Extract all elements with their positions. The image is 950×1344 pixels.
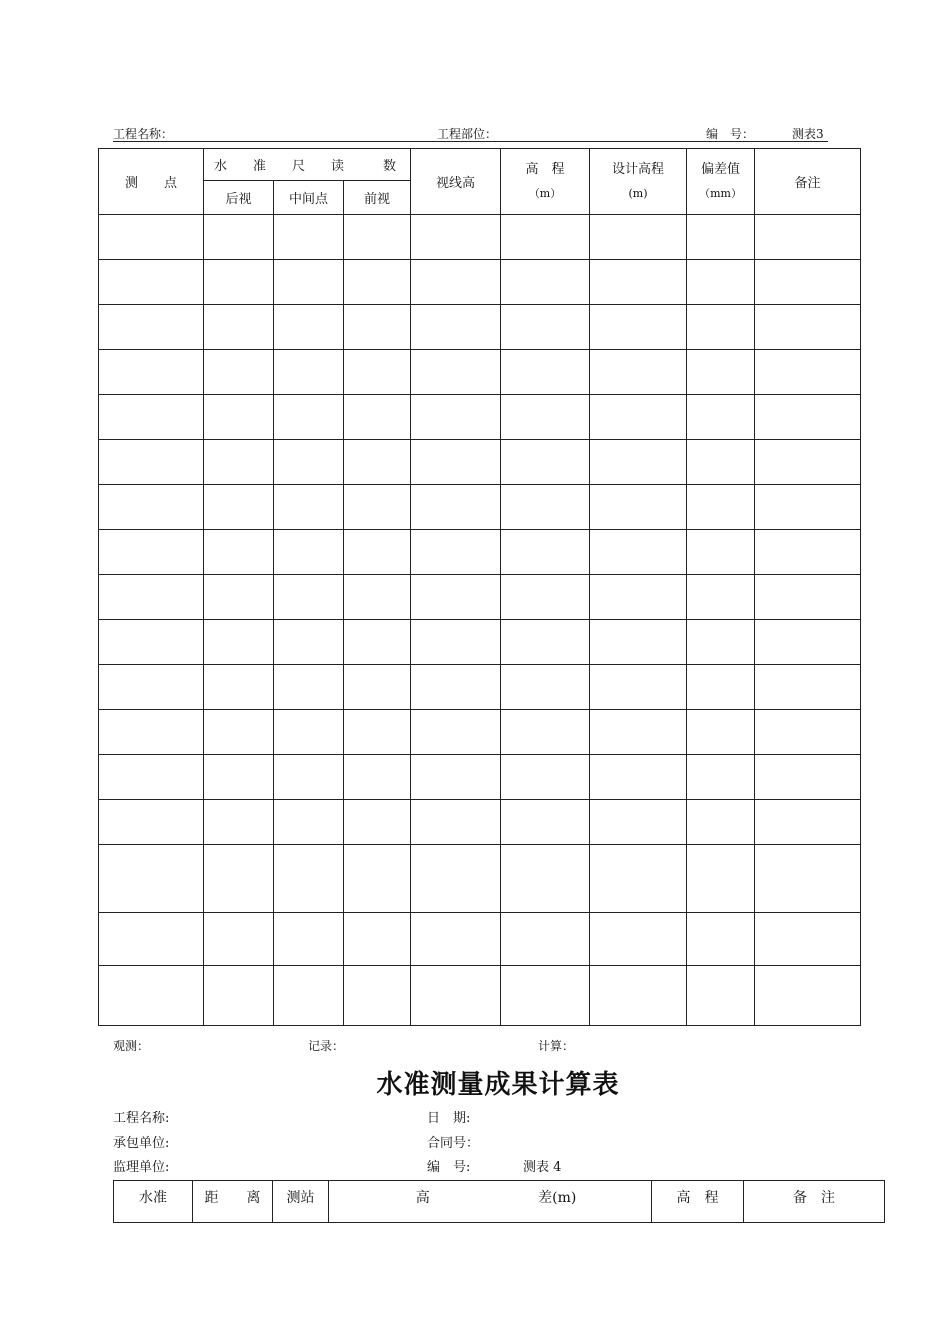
table-cell[interactable]: [501, 800, 590, 845]
table-cell[interactable]: [501, 350, 590, 395]
header-deviation-unit: （mm）: [699, 186, 742, 200]
table-cell[interactable]: [687, 575, 755, 620]
table-cell[interactable]: [274, 395, 344, 440]
table-cell[interactable]: [687, 530, 755, 575]
table-cell[interactable]: [99, 665, 204, 710]
table-cell[interactable]: [590, 966, 687, 1026]
table-row: [99, 665, 861, 710]
leveling-record-table: [98, 148, 861, 1026]
table-cell[interactable]: [204, 800, 274, 845]
header-intermediate: 中间点: [274, 181, 344, 215]
table-cell[interactable]: [99, 845, 204, 913]
table-cell[interactable]: [755, 800, 861, 845]
header-elevation-text: 高 程: [525, 161, 565, 177]
table-cell[interactable]: [274, 620, 344, 665]
table-cell[interactable]: [411, 305, 501, 350]
table-cell[interactable]: [411, 215, 501, 260]
table-cell[interactable]: [99, 440, 204, 485]
table-cell[interactable]: [274, 215, 344, 260]
table-cell[interactable]: [411, 260, 501, 305]
table-cell[interactable]: [274, 913, 344, 966]
table-cell[interactable]: [687, 350, 755, 395]
table-cell[interactable]: [590, 395, 687, 440]
table-cell[interactable]: [590, 845, 687, 913]
form4-code-label: 编 号:: [427, 1160, 471, 1175]
header-height-diff-a: 高: [415, 1190, 430, 1206]
table-cell[interactable]: [99, 800, 204, 845]
table-cell[interactable]: [204, 215, 274, 260]
table-cell[interactable]: [99, 530, 204, 575]
table-row: [99, 845, 861, 913]
table-row: [99, 966, 861, 1026]
table-cell[interactable]: [344, 530, 411, 575]
record-rows: [99, 215, 861, 1026]
table-cell[interactable]: [590, 620, 687, 665]
table-cell[interactable]: [411, 755, 501, 800]
table-cell[interactable]: [590, 440, 687, 485]
header-reading: 水 准 尺 读 数: [204, 149, 411, 181]
code-label: 编 号：: [706, 127, 755, 141]
header-deviation: [687, 149, 755, 215]
table-cell[interactable]: [755, 530, 861, 575]
table-cell[interactable]: [501, 395, 590, 440]
table-cell[interactable]: [204, 913, 274, 966]
table-cell[interactable]: [501, 845, 590, 913]
table-row: [99, 485, 861, 530]
table-cell[interactable]: [204, 755, 274, 800]
table-cell[interactable]: [501, 913, 590, 966]
table-cell[interactable]: [590, 305, 687, 350]
table-cell[interactable]: [99, 395, 204, 440]
table-cell[interactable]: [274, 755, 344, 800]
table-cell[interactable]: [344, 260, 411, 305]
table-cell[interactable]: [344, 305, 411, 350]
table-row: [99, 260, 861, 305]
table-cell[interactable]: [274, 966, 344, 1026]
header-height-diff: [329, 1181, 652, 1223]
table-cell[interactable]: [590, 710, 687, 755]
table-cell[interactable]: [204, 305, 274, 350]
form4-title: 水准测量成果计算表: [376, 1070, 620, 1100]
table-cell[interactable]: [344, 966, 411, 1026]
table-cell[interactable]: [590, 260, 687, 305]
table-cell[interactable]: [590, 665, 687, 710]
form4-code-value: 测表 4: [523, 1160, 562, 1175]
table-cell[interactable]: [687, 215, 755, 260]
form4-contractor-label: 承包单位:: [113, 1136, 170, 1151]
table-cell[interactable]: [344, 755, 411, 800]
table-cell[interactable]: [344, 485, 411, 530]
table-cell[interactable]: [755, 665, 861, 710]
table-cell[interactable]: [411, 620, 501, 665]
table-cell[interactable]: [411, 913, 501, 966]
table-cell[interactable]: [755, 260, 861, 305]
table-cell[interactable]: [274, 305, 344, 350]
table-cell[interactable]: [274, 575, 344, 620]
table-cell[interactable]: [687, 260, 755, 305]
table-cell[interactable]: [411, 575, 501, 620]
header-sight-height: 视线高: [411, 149, 501, 215]
table-cell[interactable]: [501, 620, 590, 665]
table-cell[interactable]: [755, 913, 861, 966]
table-cell[interactable]: [687, 620, 755, 665]
table-cell[interactable]: [411, 350, 501, 395]
table-cell[interactable]: [99, 620, 204, 665]
table-cell[interactable]: [344, 800, 411, 845]
table-cell[interactable]: [687, 755, 755, 800]
table-cell[interactable]: [204, 620, 274, 665]
header-foresight: 前视: [344, 181, 411, 215]
header-deviation-text: 偏差值: [701, 161, 741, 177]
table-cell[interactable]: [344, 350, 411, 395]
table-cell[interactable]: [755, 966, 861, 1026]
table-cell[interactable]: [755, 755, 861, 800]
table-row: [99, 620, 861, 665]
table-cell[interactable]: [204, 665, 274, 710]
table-cell[interactable]: [501, 966, 590, 1026]
table-cell[interactable]: [274, 845, 344, 913]
form4-contract-no-label: 合同号：: [427, 1136, 480, 1151]
table-row: [99, 395, 861, 440]
table-cell[interactable]: [274, 260, 344, 305]
form4-project-name-label: 工程名称:: [113, 1111, 170, 1126]
project-name-label: 工程名称：: [113, 127, 174, 141]
table-cell[interactable]: [687, 800, 755, 845]
table-cell[interactable]: [99, 260, 204, 305]
table-cell[interactable]: [99, 966, 204, 1026]
table-cell[interactable]: [411, 800, 501, 845]
table-cell[interactable]: [590, 800, 687, 845]
table-cell[interactable]: [344, 620, 411, 665]
table-cell[interactable]: [501, 530, 590, 575]
table-cell[interactable]: [344, 845, 411, 913]
table-cell[interactable]: [344, 575, 411, 620]
table-cell[interactable]: [755, 845, 861, 913]
table-cell[interactable]: [755, 575, 861, 620]
table-cell[interactable]: [99, 215, 204, 260]
header-height-diff-b: 差(m): [538, 1190, 577, 1206]
table-cell[interactable]: [274, 665, 344, 710]
header-design-elevation-text: 设计高程: [612, 161, 665, 177]
table-cell[interactable]: [411, 710, 501, 755]
observer-label: 观测：: [113, 1039, 150, 1053]
table-cell[interactable]: [501, 440, 590, 485]
table-cell[interactable]: [687, 305, 755, 350]
header-remarks: 备注: [755, 149, 861, 215]
table-cell[interactable]: [411, 485, 501, 530]
header-form4-remarks: 备 注: [744, 1181, 885, 1223]
table-cell[interactable]: [411, 440, 501, 485]
table-cell[interactable]: [590, 755, 687, 800]
table-cell[interactable]: [411, 845, 501, 913]
table-cell[interactable]: [687, 440, 755, 485]
header-underline: [113, 141, 828, 142]
header-design-elevation-unit: (m): [628, 186, 648, 200]
table-cell[interactable]: [755, 350, 861, 395]
table-row: [99, 800, 861, 845]
table-cell[interactable]: [99, 305, 204, 350]
table-cell[interactable]: [590, 575, 687, 620]
table-cell[interactable]: [99, 755, 204, 800]
table-cell[interactable]: [687, 395, 755, 440]
calculator-label: 计算：: [538, 1039, 575, 1053]
table-cell[interactable]: [204, 440, 274, 485]
form4-supervisor-label: 监理单位:: [113, 1160, 170, 1175]
table-cell[interactable]: [204, 966, 274, 1026]
table-cell[interactable]: [274, 440, 344, 485]
table-cell[interactable]: [99, 913, 204, 966]
table-row: [99, 575, 861, 620]
table-cell[interactable]: [501, 485, 590, 530]
table-cell[interactable]: [204, 530, 274, 575]
table-cell[interactable]: [687, 913, 755, 966]
header-design-elevation: [590, 149, 687, 215]
table-cell[interactable]: [99, 710, 204, 755]
header-elevation-unit: （m）: [528, 186, 562, 200]
table-cell[interactable]: [501, 575, 590, 620]
header-stations: 测站: [273, 1181, 329, 1223]
table-row: [99, 305, 861, 350]
table-row: [99, 440, 861, 485]
table-cell[interactable]: [687, 966, 755, 1026]
table-cell[interactable]: [99, 350, 204, 395]
table-cell[interactable]: [755, 440, 861, 485]
table-cell[interactable]: [501, 710, 590, 755]
table-cell[interactable]: [755, 485, 861, 530]
table-cell[interactable]: [501, 755, 590, 800]
table-cell[interactable]: [411, 530, 501, 575]
leveling-result-table: [113, 1180, 885, 1223]
header-elevation: [501, 149, 590, 215]
table-cell[interactable]: [501, 305, 590, 350]
table-cell[interactable]: [344, 710, 411, 755]
table-cell[interactable]: [687, 845, 755, 913]
table-cell[interactable]: [344, 913, 411, 966]
table-cell[interactable]: [204, 350, 274, 395]
table-cell[interactable]: [411, 966, 501, 1026]
table-cell[interactable]: [204, 710, 274, 755]
table-cell[interactable]: [204, 845, 274, 913]
header-form4-elevation: 高 程: [652, 1181, 744, 1223]
table-row: [99, 350, 861, 395]
table-cell[interactable]: [590, 350, 687, 395]
table-cell[interactable]: [755, 305, 861, 350]
table-cell[interactable]: [755, 395, 861, 440]
table-cell[interactable]: [687, 485, 755, 530]
code-value: 测表3: [792, 127, 824, 141]
table-cell[interactable]: [344, 440, 411, 485]
table-cell[interactable]: [590, 530, 687, 575]
recorder-label: 记录：: [308, 1039, 345, 1053]
table-cell[interactable]: [274, 485, 344, 530]
header-distance: 距 离: [193, 1181, 273, 1223]
table-cell[interactable]: [99, 485, 204, 530]
table-cell[interactable]: [755, 710, 861, 755]
table-cell[interactable]: [590, 913, 687, 966]
table-cell[interactable]: [274, 710, 344, 755]
header-backsight: 后视: [204, 181, 274, 215]
table-cell[interactable]: [204, 260, 274, 305]
table-row: [99, 710, 861, 755]
table-cell[interactable]: [204, 485, 274, 530]
table-row: [99, 913, 861, 966]
table-cell[interactable]: [411, 395, 501, 440]
table-cell[interactable]: [755, 620, 861, 665]
table-cell[interactable]: [501, 665, 590, 710]
table-cell[interactable]: [687, 710, 755, 755]
header-benchmark: 水准: [114, 1181, 193, 1223]
table-cell[interactable]: [204, 575, 274, 620]
header-point: 测 点: [99, 149, 204, 215]
table-cell[interactable]: [590, 215, 687, 260]
table-row: [99, 530, 861, 575]
table-cell[interactable]: [755, 215, 861, 260]
table-row: [99, 215, 861, 260]
project-part-label: 工程部位：: [437, 127, 498, 141]
form4-date-label: 日 期:: [427, 1111, 471, 1126]
table-cell[interactable]: [344, 665, 411, 710]
table-cell[interactable]: [99, 575, 204, 620]
table-cell[interactable]: [344, 395, 411, 440]
table-cell[interactable]: [274, 350, 344, 395]
table-cell[interactable]: [501, 260, 590, 305]
table-cell[interactable]: [687, 665, 755, 710]
table-cell[interactable]: [204, 395, 274, 440]
table-row: [99, 755, 861, 800]
table-cell[interactable]: [274, 530, 344, 575]
table-cell[interactable]: [344, 215, 411, 260]
table-cell[interactable]: [411, 665, 501, 710]
table-cell[interactable]: [274, 800, 344, 845]
table-cell[interactable]: [590, 485, 687, 530]
table-cell[interactable]: [501, 215, 590, 260]
